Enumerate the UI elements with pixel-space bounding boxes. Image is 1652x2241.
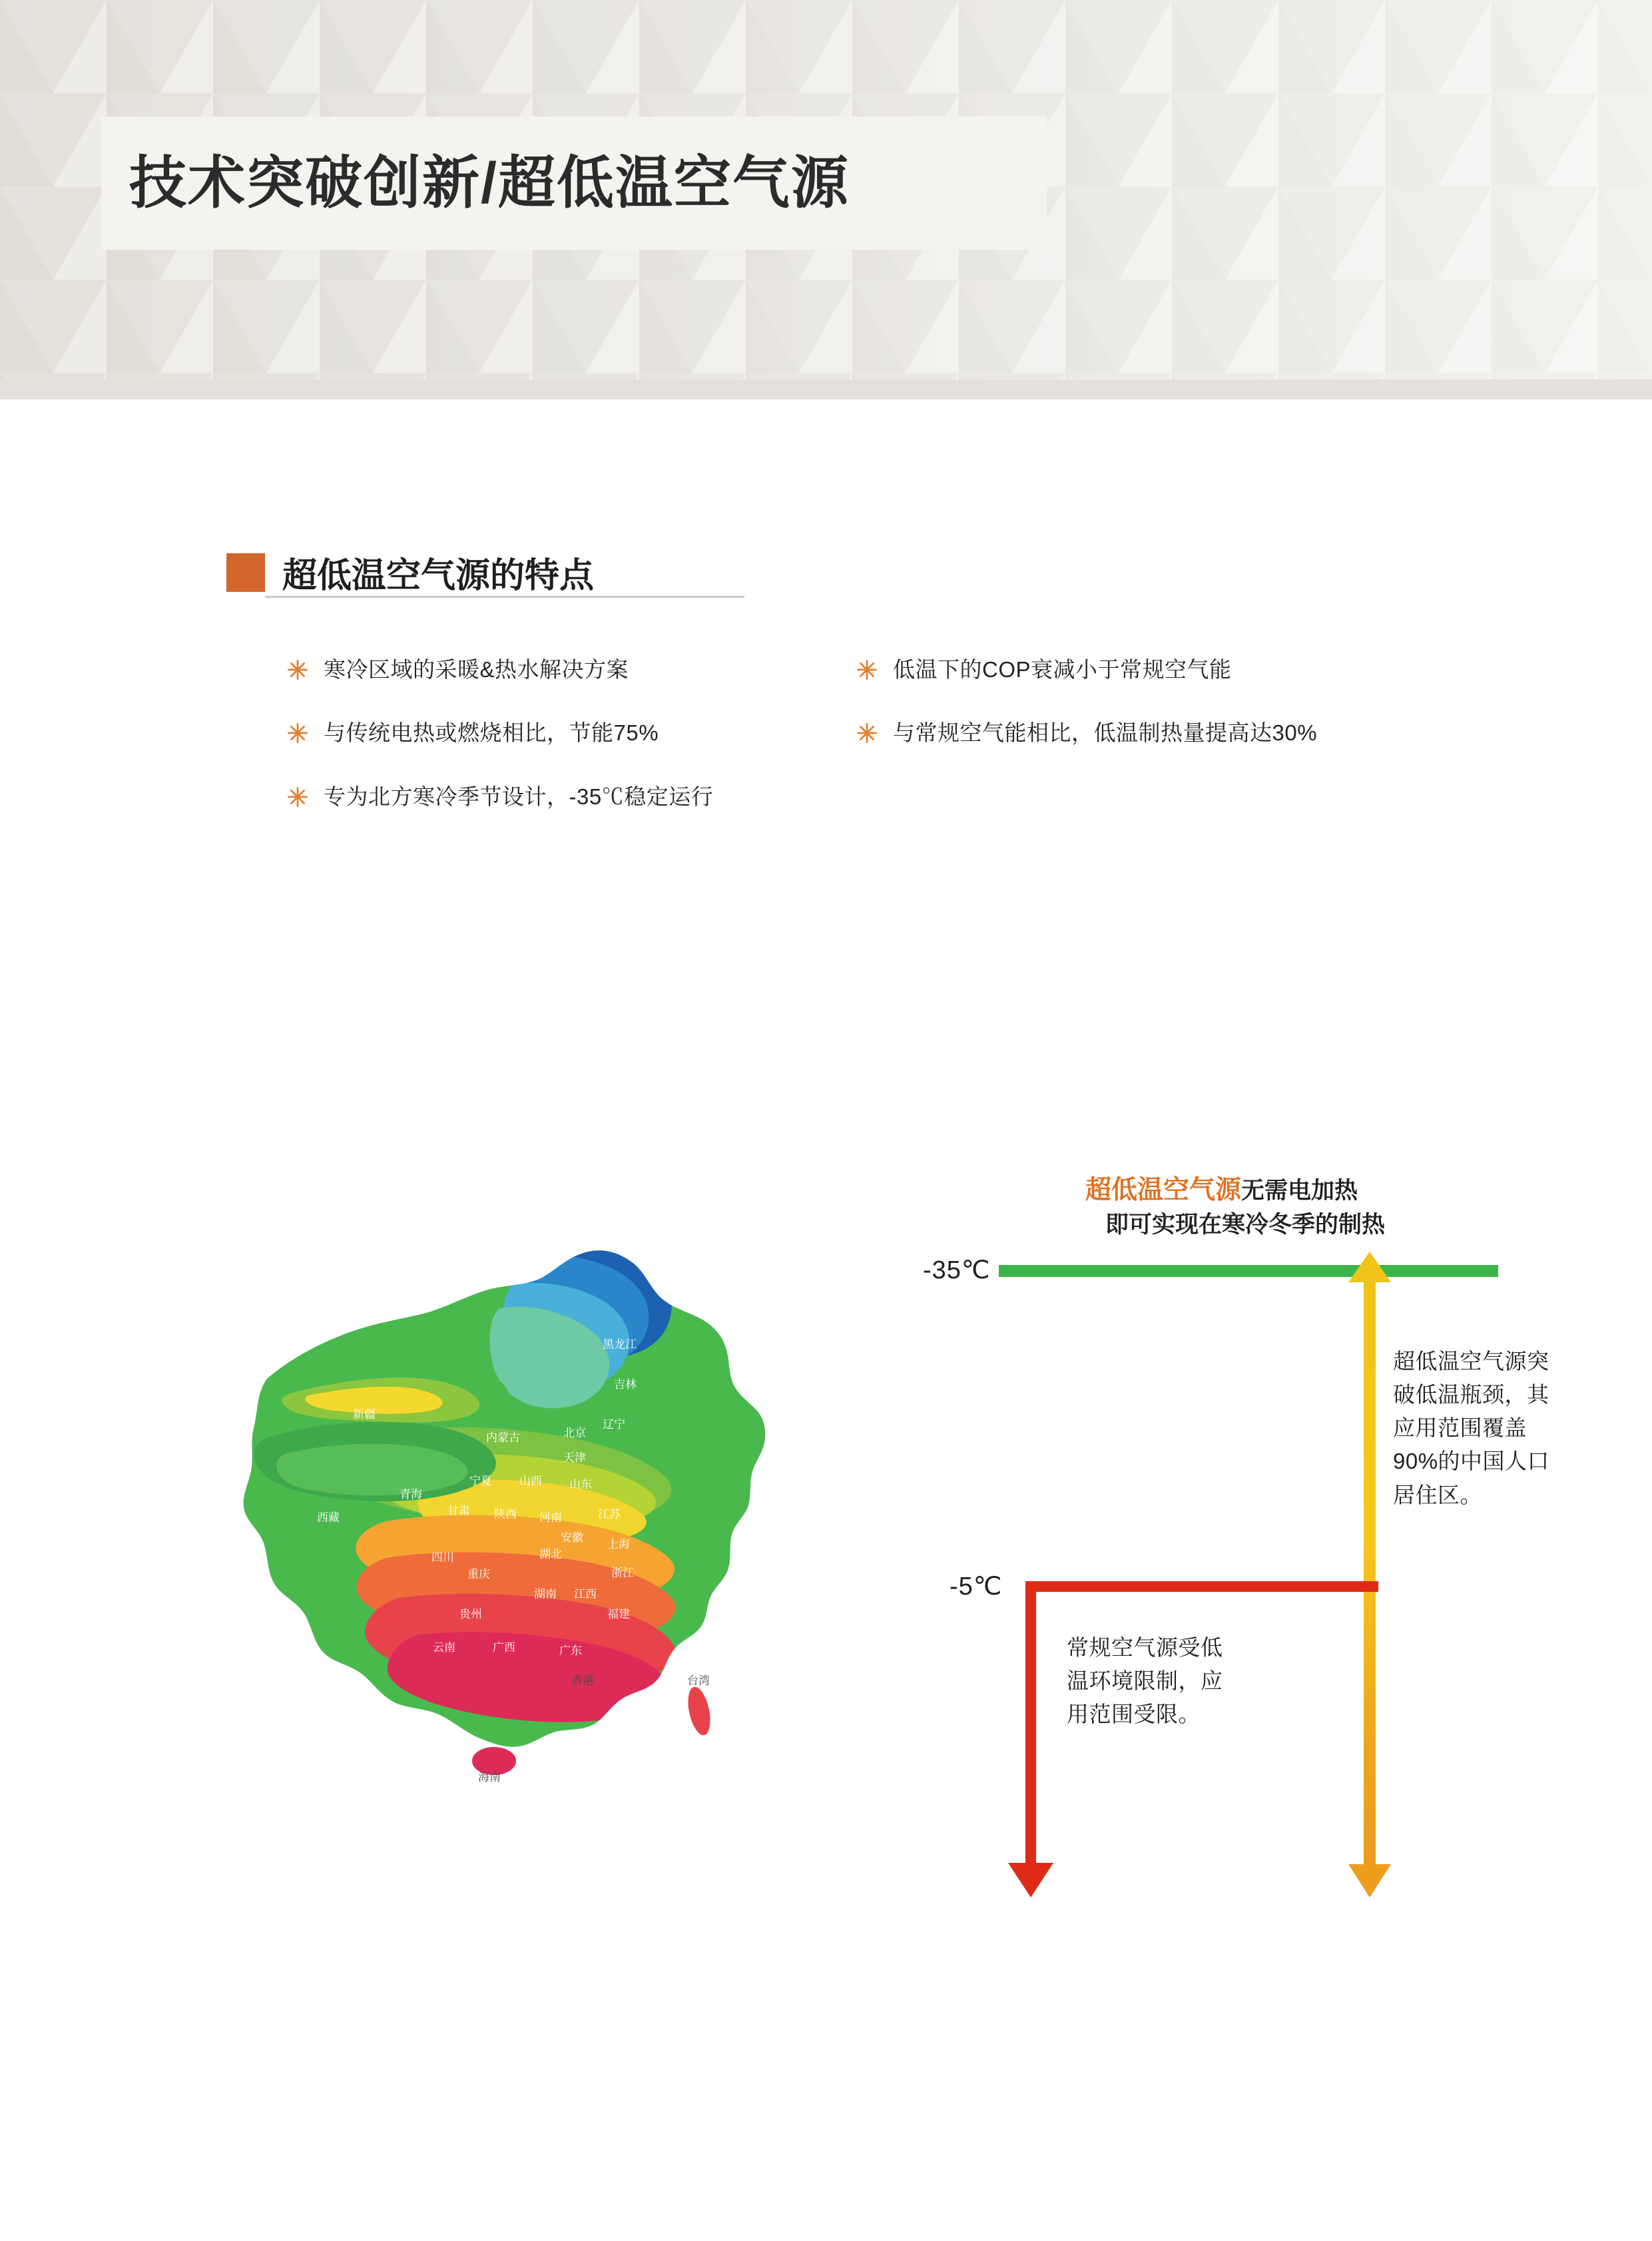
axis-label-low: -35℃ [923, 1256, 991, 1284]
map-label-neimenggu: 内蒙古 [486, 1431, 520, 1444]
snowflake-icon [286, 722, 309, 744]
chart-note-upper: 超低温空气源突破低温瓶颈，其应用范围覆盖90%的中国人口居住区。 [1393, 1349, 1550, 1507]
feature-text: 专为北方寒冷季节设计，-35℃稳定运行 [324, 784, 714, 809]
map-label-sichuan: 四川 [431, 1551, 454, 1564]
list-item [286, 719, 846, 746]
map-label-heilongjiang: 黑龙江 [603, 1338, 637, 1351]
feature-text: 低温下的COP衰减小于常规空气能 [893, 657, 1232, 682]
map-label-guizhou: 贵州 [459, 1608, 482, 1620]
map-label-shanxi: 山西 [519, 1475, 542, 1487]
header-banner [0, 0, 1652, 399]
section-underline [265, 596, 744, 598]
snowflake-icon [286, 658, 309, 681]
china-climate-map [166, 1158, 946, 1824]
arrow-down-icon [1348, 1864, 1391, 1897]
map-label-guangdong: 广东 [559, 1644, 582, 1657]
map-label-xinjiang: 新疆 [353, 1408, 376, 1421]
list-item [286, 783, 846, 810]
map-label-xizang: 西藏 [317, 1511, 340, 1524]
map-label-jiangsu: 江苏 [598, 1508, 621, 1521]
feature-text: 与常规空气能相比，低温制热量提高达30% [893, 720, 1318, 746]
snowflake-icon [856, 722, 878, 744]
map-label-xianggang: 香港 [571, 1674, 594, 1687]
map-label-chongqing: 重庆 [467, 1568, 490, 1581]
arrow-down-icon [1008, 1863, 1053, 1897]
section-accent-bar [226, 553, 265, 592]
map-label-jilin: 吉林 [614, 1378, 637, 1391]
map-label-shandong: 山东 [569, 1478, 592, 1491]
map-label-henan: 河南 [539, 1511, 562, 1524]
axis-label-high: -5℃ [950, 1573, 1003, 1601]
list-item [856, 656, 1455, 683]
feature-text: 与传统电热或燃烧相比，节能75% [324, 720, 659, 746]
map-label-shanghai: 上海 [607, 1538, 630, 1551]
temperature-range-chart [919, 1119, 1558, 1851]
map-label-qinghai: 青海 [400, 1488, 422, 1501]
map-label-anhui: 安徽 [561, 1531, 583, 1544]
map-label-hunan: 湖南 [534, 1588, 557, 1601]
china-map-svg [166, 1158, 946, 1824]
map-label-hubei: 湖北 [539, 1548, 562, 1561]
feature-column-left [286, 656, 846, 846]
map-label-guangxi: 广西 [493, 1641, 515, 1654]
conventional-range-bar [1025, 1581, 1036, 1868]
feature-text: 寒冷区域的采暖&热水解决方案 [324, 657, 629, 682]
map-label-shaanxi: 陕西 [494, 1508, 517, 1521]
list-item [286, 656, 846, 683]
snowflake-icon [286, 786, 309, 808]
map-label-beijing: 北京 [563, 1427, 586, 1439]
chart-callout-rest: 无需电加热 [1241, 1178, 1358, 1204]
list-item [856, 719, 1455, 746]
ultra-low-range-bar [1364, 1277, 1376, 1869]
map-label-jiangxi: 江西 [574, 1588, 597, 1601]
map-label-gansu: 甘肃 [447, 1505, 470, 1517]
section-title: 超低温空气源的特点 [282, 557, 595, 595]
ultra-low-temp-bar [999, 1265, 1498, 1277]
map-label-tianjin: 天津 [563, 1451, 586, 1464]
feature-column-right [856, 656, 1455, 783]
chart-callout-line2: 即可实现在寒冷冬季的制热 [1105, 1212, 1386, 1238]
map-chart-area [0, 1119, 1652, 1851]
map-island-taiwan [683, 1684, 714, 1738]
section-header [226, 547, 1265, 597]
conventional-limit-bar [1025, 1581, 1378, 1592]
map-label-yunnan: 云南 [433, 1641, 455, 1654]
header-title-box [101, 117, 1047, 250]
map-label-ningxia: 宁夏 [469, 1475, 492, 1487]
map-label-liaoning: 辽宁 [603, 1418, 625, 1431]
map-label-fujian: 福建 [607, 1608, 630, 1620]
map-climate-bands [166, 1158, 946, 1824]
map-label-hainan: 海南 [478, 1771, 501, 1784]
chart-note-lower: 常规空气源受低温环境限制，应用范围受限。 [1067, 1635, 1223, 1727]
chart-callout [1085, 1172, 1538, 1242]
page-title: 技术突破创新/超低温空气源 [129, 151, 850, 215]
snowflake-icon [856, 658, 878, 681]
chart-callout-highlight: 超低温空气源 [1085, 1176, 1242, 1204]
map-label-zhejiang: 浙江 [611, 1567, 634, 1579]
map-label-taiwan: 台湾 [687, 1674, 710, 1687]
